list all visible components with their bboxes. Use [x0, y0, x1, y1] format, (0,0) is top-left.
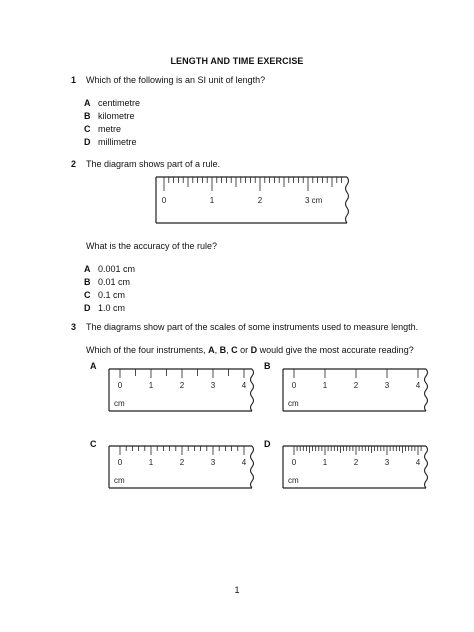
- ruler-tick-label: 3: [210, 381, 216, 390]
- q1-option-d[interactable]: D millimetre: [84, 137, 137, 147]
- question-3-prompt: Which of the four instruments, A, B, C or D would give the most accurate reading?: [86, 345, 414, 355]
- question-3-text: The diagrams show part of the scales of some instruments used to measure length.: [86, 322, 419, 332]
- question-2-text: The diagram shows part of a rule.: [86, 159, 221, 169]
- ruler-tick-label: 2: [353, 381, 359, 390]
- question-1-text: Which of the following is an SI unit of length?: [86, 75, 266, 85]
- ruler-tick-label: 3: [384, 458, 390, 467]
- ruler-unit-label: cm: [114, 399, 125, 408]
- question-2-number: 2: [71, 159, 77, 169]
- ruler-tick-label: 1: [148, 458, 154, 467]
- ruler-tick-label: 0: [117, 381, 123, 390]
- question-1-number: 1: [71, 75, 77, 85]
- ruler-tick-label: 4: [241, 381, 247, 390]
- ruler-tick-label: 1: [148, 381, 154, 390]
- ruler-tick-label: 2: [179, 381, 185, 390]
- q2-option-d[interactable]: D 1.0 cm: [84, 303, 126, 313]
- instrument-a-ruler[interactable]: [108, 368, 260, 412]
- ruler-tick-label: 2: [353, 458, 359, 467]
- ruler-tick-label: 0: [161, 196, 167, 205]
- instrument-b-label: B: [264, 361, 271, 371]
- ruler-tick-label: 3: [210, 458, 216, 467]
- q2-option-b[interactable]: B 0.01 cm: [84, 277, 131, 287]
- instrument-c-label: C: [90, 439, 97, 449]
- ruler-tick-label: 3 cm: [305, 196, 323, 205]
- q1-option-a[interactable]: A centimetre: [84, 98, 141, 108]
- ruler-broken-edge: [251, 369, 254, 411]
- instrument-c-ruler[interactable]: [108, 445, 260, 489]
- ruler-tick-label: 4: [415, 381, 421, 390]
- ruler-tick-label: 0: [291, 381, 297, 390]
- ruler-tick-label: 1: [322, 381, 328, 390]
- q2-option-c[interactable]: C 0.1 cm: [84, 290, 126, 300]
- ruler-broken-edge: [251, 446, 254, 488]
- ruler-unit-label: cm: [114, 476, 125, 485]
- ruler-tick-label: 4: [241, 458, 247, 467]
- q1-option-b[interactable]: B kilometre: [84, 111, 135, 121]
- ruler-tick-label: 1: [209, 196, 215, 205]
- instrument-a-label: A: [90, 361, 97, 371]
- question-2-prompt: What is the accuracy of the rule?: [86, 241, 218, 251]
- ruler-broken-edge: [346, 177, 349, 223]
- ruler-tick-label: 0: [291, 458, 297, 467]
- q2-ruler-diagram: [155, 176, 355, 224]
- ruler-tick-label: 4: [415, 458, 421, 467]
- q1-option-c[interactable]: C metre: [84, 124, 122, 134]
- ruler-broken-edge: [425, 446, 428, 488]
- ruler-broken-edge: [425, 369, 428, 411]
- ruler-tick-label: 2: [257, 196, 263, 205]
- instrument-b-ruler[interactable]: [282, 368, 434, 412]
- page-title: LENGTH AND TIME EXERCISE: [170, 56, 304, 66]
- page-number: 1: [234, 585, 240, 595]
- instrument-d-label: D: [264, 439, 271, 449]
- ruler-tick-label: 2: [179, 458, 185, 467]
- ruler-unit-label: cm: [288, 476, 299, 485]
- instrument-d-ruler[interactable]: [282, 445, 434, 489]
- question-3-number: 3: [71, 322, 77, 332]
- ruler-unit-label: cm: [288, 399, 299, 408]
- q2-option-a[interactable]: A 0.001 cm: [84, 264, 136, 274]
- ruler-tick-label: 0: [117, 458, 123, 467]
- ruler-tick-label: 1: [322, 458, 328, 467]
- ruler-tick-label: 3: [384, 381, 390, 390]
